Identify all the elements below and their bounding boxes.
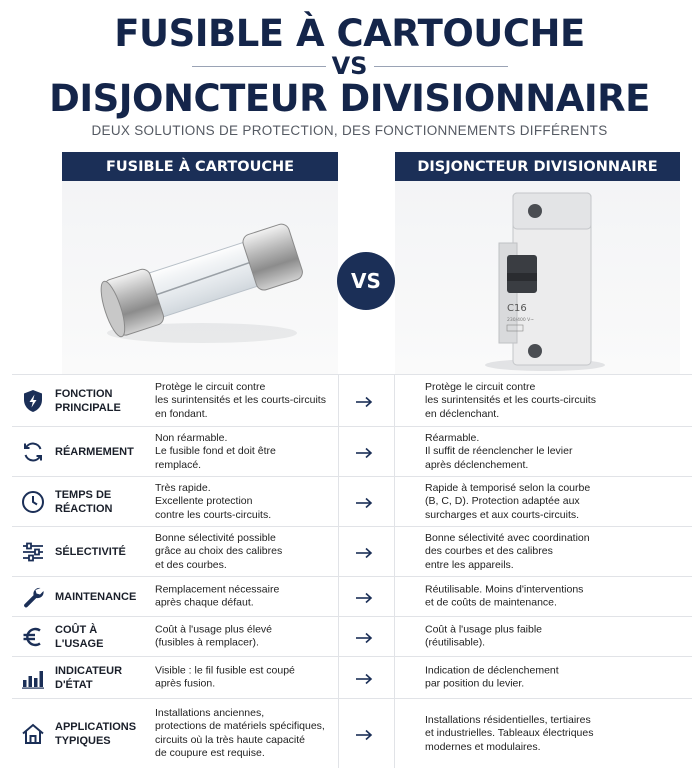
breaker-description: [425, 531, 655, 572]
row-label: [55, 720, 147, 748]
reset-icon: [20, 439, 46, 465]
breaker-description-line: Indication de déclenchement: [425, 664, 559, 676]
breaker-description-line: Installations résidentielles, tertiaires: [425, 713, 591, 726]
row-label-line: PRINCIPALE: [55, 401, 121, 414]
breaker-description-line: Protège le circuit contre: [425, 380, 536, 393]
fuse-description-line: contre les courts-circuits.: [155, 508, 272, 521]
fuse-description-line: Très rapide.: [155, 481, 211, 494]
arrow-right-icon: [355, 496, 373, 508]
breaker-description-line: et industrielles. Tableaux électriques: [425, 726, 594, 739]
circuit-breaker-image: [395, 181, 680, 374]
breaker-photo: [395, 181, 680, 374]
row-label: [55, 623, 147, 651]
arrow-right-icon: [355, 395, 373, 407]
breaker-description-line: en déclenchant.: [425, 407, 500, 420]
row-label: [55, 664, 147, 692]
row-label-line: FONCTION: [55, 387, 113, 400]
fuse-description-line: Protège le circuit contre: [155, 380, 266, 393]
row-label-line: COÛT À: [55, 623, 98, 636]
comparison-row: [12, 374, 692, 426]
title-top: FUSIBLE À CARTOUCHE: [114, 12, 585, 55]
row-label-line: INDICATEUR: [55, 664, 123, 677]
breaker-description: [425, 380, 655, 421]
clock-icon: [20, 489, 46, 515]
breaker-description: [425, 664, 655, 691]
breaker-rating-text: C16: [507, 303, 527, 314]
vs-badge: VS: [337, 252, 395, 310]
row-label-line: RÉACTION: [55, 502, 113, 515]
euro-icon: [20, 624, 46, 650]
breaker-description: [425, 431, 655, 472]
fuse-description: [155, 431, 337, 472]
breaker-description-line: Réarmable.: [425, 431, 480, 444]
fuse-description: [155, 531, 337, 572]
arrow-right-icon: [355, 672, 373, 684]
divider-rule-right: [374, 66, 508, 67]
breaker-description-line: surcharges et aux courts-circuits.: [425, 508, 580, 521]
comparison-row: [12, 698, 692, 768]
fuse-description-line: les surintensités et les courts-circuits: [155, 393, 326, 406]
fuse-description-line: circuits où la très haute capacité: [155, 733, 305, 746]
row-label-line: RÉARMEMENT: [55, 445, 134, 458]
arrow-right-icon: [355, 728, 373, 740]
breaker-description: [425, 713, 655, 754]
house-icon: [20, 721, 46, 747]
fuse-description-line: Le fusible fond et doit être: [155, 444, 276, 457]
title-vs-divider: [0, 52, 699, 80]
breaker-description-line: Rapide à temporisé selon la courbe: [425, 481, 591, 494]
breaker-description-line: entre les appareils.: [425, 558, 514, 571]
column-header-fuse: FUSIBLE À CARTOUCHE: [62, 152, 338, 181]
fuse-description-line: Coût à l'usage plus élevé: [155, 623, 272, 635]
fuse-description-line: Non réarmable.: [155, 431, 228, 444]
fuse-description: [155, 664, 337, 691]
breaker-description-line: (réutilisable).: [425, 636, 486, 649]
breaker-description: [425, 623, 655, 650]
fuse-photo: [62, 181, 338, 374]
comparison-row: [12, 576, 692, 616]
comparison-row: [12, 426, 692, 476]
row-label: [55, 488, 147, 516]
row-label-line: SÉLECTIVITÉ: [55, 545, 126, 558]
sliders-icon: [20, 539, 46, 565]
fuse-description-line: Installations anciennes,: [155, 706, 265, 719]
fuse-description-line: grâce au choix des calibres: [155, 544, 283, 557]
breaker-description-line: après déclenchement.: [425, 458, 529, 471]
fuse-description: [155, 583, 337, 610]
row-label-line: D'ÉTAT: [55, 678, 93, 691]
fuse-description: [155, 481, 337, 522]
breaker-description-line: des courbes et des calibres: [425, 544, 553, 557]
arrow-right-icon: [355, 631, 373, 643]
wrench-icon: [20, 584, 46, 610]
status-bars-icon: [20, 665, 46, 691]
fuse-description-line: Visible : le fil fusible est coupé: [155, 664, 295, 676]
breaker-description-line: (B, C, D). Protection adaptée aux: [425, 494, 580, 507]
fuse-description-line: Excellente protection: [155, 494, 253, 507]
fuse-description-line: (fusibles à remplacer).: [155, 636, 259, 649]
fuse-description-line: après fusion.: [155, 677, 216, 690]
breaker-voltage-text: 230/400 V~: [507, 318, 534, 323]
breaker-description: [425, 583, 655, 610]
row-label: [55, 445, 147, 459]
fuse-description-line: et des courbes.: [155, 558, 227, 571]
shield-bolt-icon: [20, 388, 46, 414]
column-header-breaker: DISJONCTEUR DIVISIONNAIRE: [395, 152, 680, 181]
arrow-right-icon: [355, 446, 373, 458]
row-label-line: L'USAGE: [55, 637, 104, 650]
breaker-description-line: modernes et modulaires.: [425, 740, 541, 753]
fuse-description-line: Bonne sélectivité possible: [155, 531, 276, 544]
comparison-row: [12, 656, 692, 698]
comparison-row: [12, 476, 692, 526]
title-vs: VS: [331, 52, 368, 80]
breaker-description-line: Coût à l'usage plus faible: [425, 623, 542, 635]
comparison-row: [12, 526, 692, 576]
arrow-right-icon: [355, 591, 373, 603]
fuse-description: [155, 380, 337, 421]
breaker-description: [425, 481, 655, 522]
fuse-description: [155, 707, 337, 761]
breaker-description-line: et de coûts de maintenance.: [425, 596, 557, 609]
row-label: [55, 387, 147, 415]
row-label: [55, 590, 147, 604]
fuse-description-line: de coupure est requise.: [155, 747, 265, 759]
fuse-description-line: Remplacement nécessaire: [155, 583, 280, 595]
subtitle: DEUX SOLUTIONS DE PROTECTION, DES FONCTIONNEMENTS DIFFÉRENTS: [91, 123, 608, 138]
breaker-description-line: Il suffit de réenclencher le levier: [425, 444, 573, 457]
row-label: [55, 545, 147, 559]
cartridge-fuse-image: [62, 181, 338, 374]
row-label-line: APPLICATIONS: [55, 720, 137, 733]
row-label-line: TYPIQUES: [55, 734, 111, 747]
row-label-line: MAINTENANCE: [55, 590, 137, 603]
comparison-row: [12, 616, 692, 656]
arrow-right-icon: [355, 546, 373, 558]
fuse-description-line: protections de matériels spécifiques,: [155, 720, 325, 732]
breaker-description-line: les surintensités et les courts-circuits: [425, 393, 596, 406]
fuse-description-line: en fondant.: [155, 407, 208, 420]
fuse-description-line: après chaque défaut.: [155, 596, 254, 609]
breaker-description-line: par position du levier.: [425, 677, 525, 690]
title-bottom: DISJONCTEUR DIVISIONNAIRE: [49, 77, 650, 120]
breaker-description-line: Bonne sélectivité avec coordination: [425, 531, 590, 544]
fuse-description-line: remplacé.: [155, 458, 202, 471]
breaker-description-line: Réutilisable. Moins d'interventions: [425, 583, 584, 595]
fuse-description: [155, 623, 337, 650]
row-label-line: TEMPS DE: [55, 488, 112, 501]
